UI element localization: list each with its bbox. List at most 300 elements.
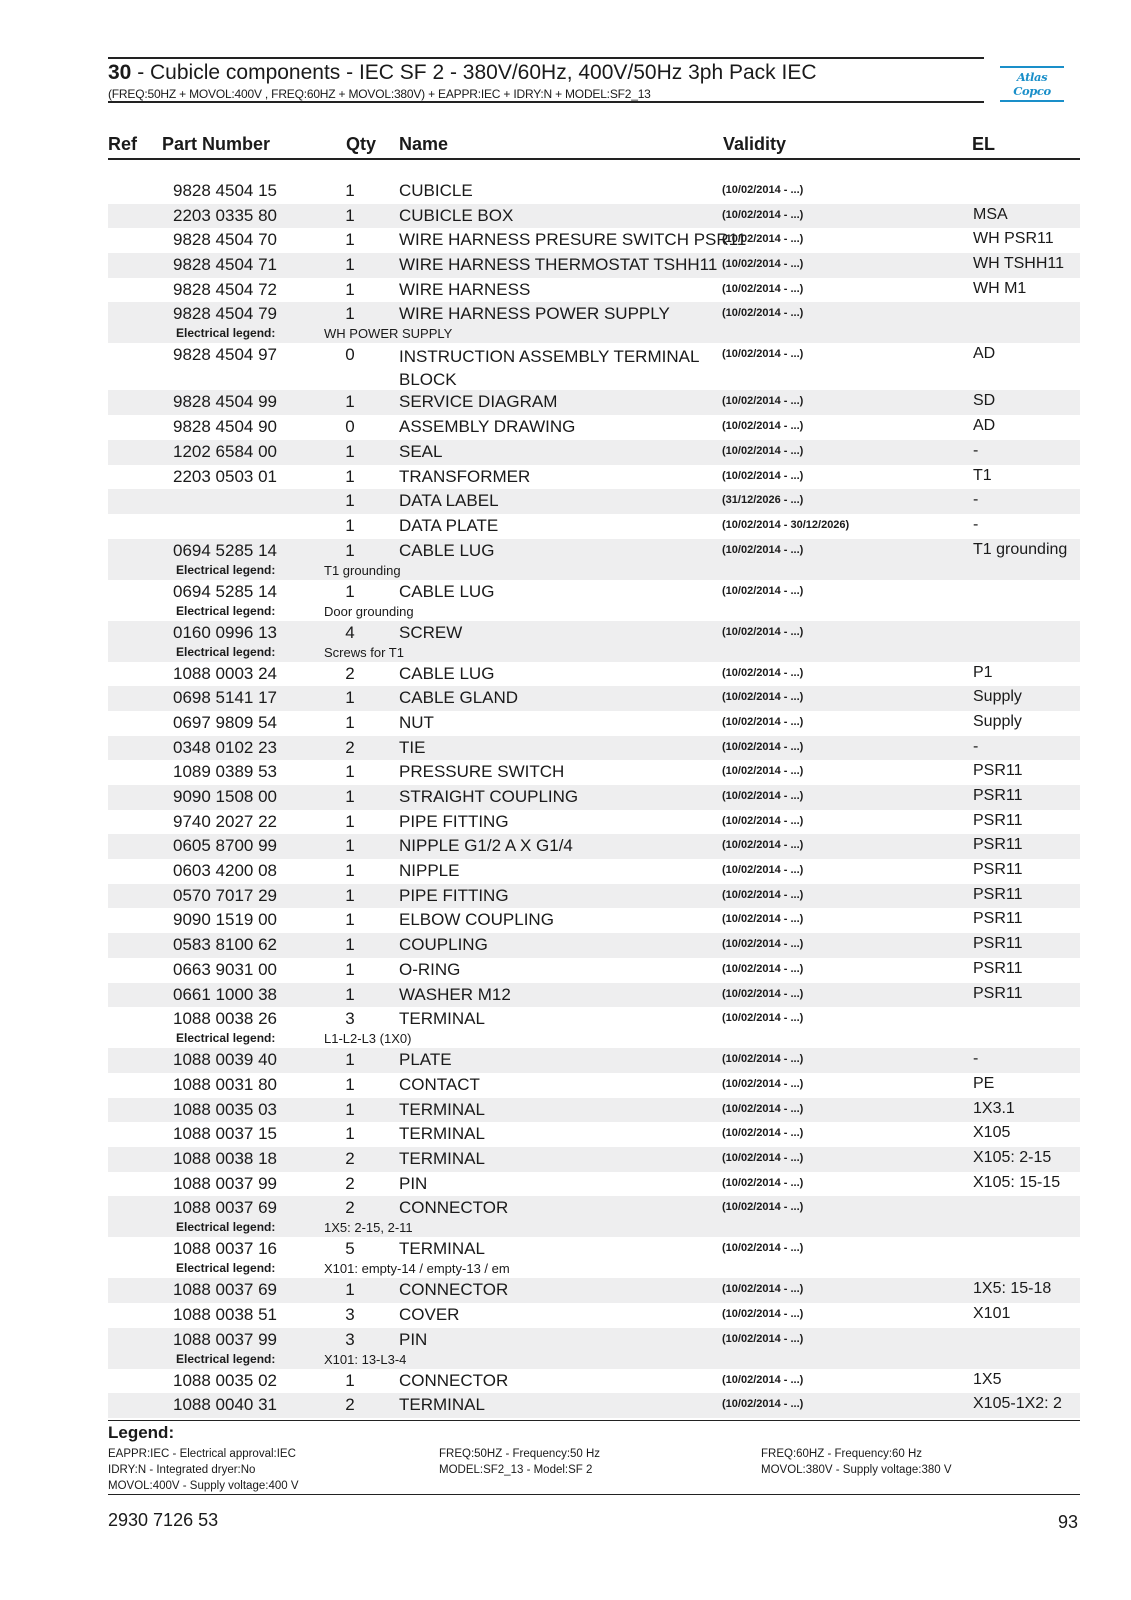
table-row <box>108 884 1080 909</box>
part-number: 0570 7017 29 <box>173 885 277 905</box>
atlas-copco-logo <box>1000 64 1064 104</box>
validity: (10/02/2014 - ...) <box>722 420 804 433</box>
validity: (10/02/2014 - ...) <box>722 864 804 877</box>
electrical-ref: X105-1X2: 2 <box>973 1395 1062 1413</box>
col-qty: Qty <box>346 134 377 154</box>
validity: (10/02/2014 - ...) <box>722 258 804 271</box>
part-number: 0694 5285 14 <box>173 581 277 601</box>
legend-col-2 <box>439 1446 600 1478</box>
part-name: PIPE FITTING <box>399 811 509 831</box>
quantity: 1 <box>345 688 355 708</box>
electrical-ref: AD <box>973 417 996 435</box>
part-name: CONTACT <box>399 1074 480 1094</box>
part-number: 1088 0003 24 <box>173 663 277 683</box>
electrical-ref: - <box>973 515 979 533</box>
part-name: ELBOW COUPLING <box>399 910 554 930</box>
part-name: NUT <box>399 712 434 732</box>
quantity: 1 <box>345 861 355 881</box>
part-number: 1088 0037 99 <box>173 1173 277 1193</box>
part-number: 9740 2027 22 <box>173 811 277 831</box>
table-row <box>108 810 1080 835</box>
table-row <box>108 1369 1080 1394</box>
quantity: 0 <box>345 345 355 365</box>
part-name: NIPPLE <box>399 861 460 881</box>
table-row <box>108 736 1080 761</box>
validity: (10/02/2014 - ...) <box>722 395 804 408</box>
electrical-legend-text: L1-L2-L3 (1X0) <box>324 1031 412 1047</box>
table-row <box>108 1278 1080 1303</box>
electrical-legend-label: Electrical legend: <box>176 1220 276 1235</box>
part-number: 0694 5285 14 <box>173 540 277 560</box>
quantity: 1 <box>345 279 355 299</box>
part-number: 1088 0037 69 <box>173 1280 277 1300</box>
part-number: 9828 4504 15 <box>173 181 277 200</box>
quantity: 2 <box>345 663 355 683</box>
validity: (10/02/2014 - ...) <box>722 1373 804 1386</box>
logo-bar-bottom <box>1000 100 1064 102</box>
electrical-ref: X105 <box>973 1124 1011 1142</box>
table-row <box>108 1303 1080 1328</box>
validity: (10/02/2014 - ...) <box>722 1053 804 1066</box>
part-number: 9828 4504 90 <box>173 417 277 437</box>
part-number: 2203 0503 01 <box>173 466 277 486</box>
table-row <box>108 489 1080 514</box>
validity: (10/02/2014 - ...) <box>722 1308 804 1320</box>
table-row <box>108 908 1080 933</box>
part-name: COVER <box>399 1305 460 1324</box>
table-row <box>108 1007 1080 1048</box>
quantity: 1 <box>345 540 355 560</box>
electrical-legend-label: Electrical legend: <box>176 644 276 659</box>
quantity: 4 <box>345 622 355 642</box>
table-row <box>108 1196 1080 1237</box>
table-row <box>108 621 1080 662</box>
table-row <box>108 1098 1080 1123</box>
legend-entry: MODEL:SF2_13 - Model:SF 2 <box>439 1464 593 1476</box>
table-row <box>108 580 1080 621</box>
part-name: TRANSFORMER <box>399 466 531 486</box>
part-name: STRAIGHT COUPLING <box>399 787 579 806</box>
col-validity: Validity <box>723 134 787 154</box>
electrical-ref: 1X3.1 <box>973 1099 1015 1117</box>
part-name: TERMINAL <box>399 1395 485 1415</box>
electrical-ref: PSR11 <box>973 861 1023 879</box>
electrical-legend-label: Electrical legend: <box>176 326 276 341</box>
page-title <box>108 61 984 85</box>
validity: (10/02/2014 - ...) <box>722 715 804 728</box>
table-row <box>108 1147 1080 1172</box>
quantity: 1 <box>345 1074 355 1094</box>
quantity: 1 <box>345 1124 355 1144</box>
quantity: 1 <box>345 984 355 1004</box>
quantity: 1 <box>345 885 355 905</box>
quantity: 1 <box>345 1050 355 1070</box>
validity: (10/02/2014 - ...) <box>722 765 804 778</box>
part-number: 0605 8700 99 <box>173 836 277 856</box>
validity: (10/02/2014 - ...) <box>722 208 804 221</box>
electrical-ref: 1X5: 15-18 <box>973 1280 1052 1298</box>
electrical-legend-text: Door grounding <box>324 603 414 619</box>
quantity: 1 <box>345 181 355 200</box>
quantity: 1 <box>345 205 355 225</box>
validity: (10/02/2014 - ...) <box>722 233 804 246</box>
quantity: 3 <box>345 1329 355 1349</box>
part-number: 9090 1519 00 <box>173 910 277 930</box>
validity: (10/02/2014 - ...) <box>722 348 804 361</box>
quantity: 1 <box>345 1099 355 1119</box>
part-name: COUPLING <box>399 935 488 955</box>
legend-entry: FREQ:50HZ - Frequency:50 Hz <box>439 1448 601 1460</box>
part-number: 0583 8100 62 <box>173 935 277 955</box>
part-name: CONNECTOR <box>399 1370 509 1390</box>
electrical-ref: PE <box>973 1074 995 1092</box>
electrical-legend-text: T1 grounding <box>324 562 401 578</box>
part-name: SCREW <box>399 622 463 642</box>
quantity: 1 <box>345 762 355 782</box>
quantity: 1 <box>345 515 355 535</box>
part-name: WASHER M12 <box>399 984 511 1004</box>
electrical-ref: - <box>973 441 979 459</box>
part-number: 1088 0039 40 <box>173 1050 277 1070</box>
legend-entry: MOVOL:380V - Supply voltage:380 V <box>761 1464 952 1476</box>
section-number: 30 <box>108 61 132 84</box>
part-number: 1088 0035 02 <box>173 1370 277 1390</box>
table-row <box>108 415 1080 440</box>
electrical-legend-label: Electrical legend: <box>176 1261 276 1276</box>
quantity: 1 <box>345 255 355 275</box>
table-row <box>108 1122 1080 1147</box>
table-row <box>108 933 1080 958</box>
quantity: 1 <box>345 787 355 806</box>
quantity: 3 <box>345 1009 355 1029</box>
part-number: 9090 1508 00 <box>173 787 277 806</box>
part-name: SERVICE DIAGRAM <box>399 392 558 412</box>
part-name: WIRE HARNESS <box>399 279 531 299</box>
part-number: 0160 0996 13 <box>173 622 277 642</box>
electrical-ref: T1 <box>973 466 992 484</box>
legend-entry: EAPPR:IEC - Electrical approval:IEC <box>108 1448 296 1460</box>
table-row <box>108 278 1080 303</box>
quantity: 1 <box>345 910 355 930</box>
part-number: 2203 0335 80 <box>173 205 277 225</box>
validity: (10/02/2014 - ...) <box>722 1151 804 1164</box>
legend-entry: IDRY:N - Integrated dryer:No <box>108 1464 256 1476</box>
part-number: 9828 4504 71 <box>173 255 277 275</box>
validity: (10/02/2014 - ...) <box>722 543 804 556</box>
electrical-legend-text: WH POWER SUPPLY <box>324 326 453 342</box>
table-row <box>108 1172 1080 1197</box>
quantity: 2 <box>345 1173 355 1193</box>
electrical-ref: - <box>973 1050 979 1068</box>
footer-rule <box>108 1494 1080 1495</box>
part-name: CABLE LUG <box>399 540 495 560</box>
table-header <box>108 130 1080 160</box>
table-end-rule <box>108 1420 1080 1421</box>
part-name: ASSEMBLY DRAWING <box>399 417 576 437</box>
table-row <box>108 343 1080 390</box>
validity: (10/02/2014 - ...) <box>722 962 804 975</box>
part-number: 1089 0389 53 <box>173 762 277 782</box>
logo-bar-top <box>1000 66 1064 68</box>
electrical-ref: MSA <box>973 205 1008 223</box>
validity: (10/02/2014 - ...) <box>722 938 804 951</box>
validity: (10/02/2014 - ...) <box>722 1242 804 1255</box>
validity: (10/02/2014 - ...) <box>722 307 804 320</box>
part-name: TERMINAL <box>399 1148 485 1168</box>
electrical-ref: - <box>973 737 979 755</box>
part-number: 9828 4504 97 <box>173 345 277 365</box>
quantity: 1 <box>345 811 355 831</box>
table-row <box>108 1048 1080 1073</box>
table-row <box>108 440 1080 465</box>
quantity: 2 <box>345 1148 355 1168</box>
validity: (10/02/2014 - ...) <box>722 282 804 295</box>
part-number: 0697 9809 54 <box>173 712 277 732</box>
part-number: 1088 0037 16 <box>173 1239 277 1259</box>
legend-entry: FREQ:60HZ - Frequency:60 Hz <box>761 1448 923 1460</box>
part-name: PLATE <box>399 1050 452 1070</box>
col-ref: Ref <box>108 134 138 154</box>
table-row <box>108 1393 1080 1418</box>
table-row <box>108 859 1080 884</box>
part-name: PIN <box>399 1173 428 1193</box>
part-name: PIPE FITTING <box>399 885 509 905</box>
electrical-ref: PSR11 <box>973 959 1023 977</box>
validity: (10/02/2014 - ...) <box>722 790 804 802</box>
validity: (10/02/2014 - ...) <box>722 888 804 901</box>
validity: (10/02/2014 - ...) <box>722 987 804 1000</box>
electrical-legend-label: Electrical legend: <box>176 1351 276 1366</box>
logo-text: Atlas Copco <box>1013 70 1051 98</box>
table-row <box>108 662 1080 687</box>
part-number: 9828 4504 70 <box>173 230 277 250</box>
electrical-ref: PSR11 <box>973 935 1023 953</box>
part-name: SEAL <box>399 441 443 461</box>
part-number: 1088 0040 31 <box>173 1395 277 1415</box>
table-row <box>108 465 1080 490</box>
part-name: CUBICLE <box>399 181 473 200</box>
validity: (10/02/2014 - ...) <box>722 625 804 638</box>
legend-col-1 <box>108 1446 299 1494</box>
quantity: 3 <box>345 1305 355 1324</box>
validity: (10/02/2014 - ...) <box>722 740 804 753</box>
document-number: 2930 7126 53 <box>108 1510 219 1530</box>
electrical-ref: Supply <box>973 688 1022 706</box>
electrical-ref: PSR11 <box>973 984 1023 1002</box>
part-name: TIE <box>399 737 426 757</box>
electrical-ref: 1X5 <box>973 1370 1002 1388</box>
electrical-ref: PSR11 <box>973 885 1023 903</box>
electrical-legend-label: Electrical legend: <box>176 1031 276 1046</box>
electrical-ref: Supply <box>973 712 1022 730</box>
quantity: 1 <box>345 304 355 324</box>
validity: (10/02/2014 - ...) <box>722 1398 804 1411</box>
quantity: 1 <box>345 1280 355 1300</box>
page-number: 93 <box>1058 1512 1079 1532</box>
table-row <box>108 1073 1080 1098</box>
quantity: 1 <box>345 230 355 250</box>
part-name: WIRE HARNESS THERMOSTAT TSHH11 <box>399 255 718 275</box>
quantity: 1 <box>345 836 355 856</box>
validity: (10/02/2014 - ...) <box>722 1176 804 1189</box>
table-row <box>108 760 1080 785</box>
part-number: 0348 0102 23 <box>173 737 277 757</box>
table-row <box>108 302 1080 343</box>
validity: (10/02/2014 - ...) <box>722 444 804 457</box>
table-row <box>108 539 1080 580</box>
quantity: 1 <box>345 491 355 511</box>
electrical-ref: X101 <box>973 1305 1011 1322</box>
part-name: CONNECTOR <box>399 1198 509 1218</box>
table-row <box>108 1237 1080 1278</box>
parts-table <box>108 179 1080 1418</box>
part-name: NIPPLE G1/2 A X G1/4 <box>399 836 573 856</box>
part-name: TERMINAL <box>399 1239 485 1259</box>
part-name: INSTRUCTION ASSEMBLY TERMINAL BLOCK <box>399 347 699 390</box>
part-number: 9828 4504 72 <box>173 279 277 299</box>
electrical-legend-text: Screws for T1 <box>324 644 404 660</box>
part-number: 1202 6584 00 <box>173 441 277 461</box>
table-row <box>108 179 1080 204</box>
quantity: 1 <box>345 959 355 979</box>
part-name: PRESSURE SWITCH <box>399 762 565 782</box>
electrical-ref: PSR11 <box>973 811 1023 829</box>
part-name: O-RING <box>399 959 461 979</box>
quantity: 5 <box>345 1239 355 1259</box>
col-el: EL <box>972 134 996 154</box>
part-name: CABLE LUG <box>399 581 495 601</box>
part-number: 1088 0038 18 <box>173 1148 277 1168</box>
validity: (10/02/2014 - ...) <box>722 691 804 704</box>
col-name: Name <box>399 134 449 154</box>
header-rule <box>108 101 984 103</box>
table-row <box>108 686 1080 711</box>
quantity: 1 <box>345 712 355 732</box>
quantity: 1 <box>345 392 355 412</box>
quantity: 1 <box>345 441 355 461</box>
validity: (10/02/2014 - ...) <box>722 184 804 196</box>
electrical-ref: PSR11 <box>973 910 1023 928</box>
validity: (10/02/2014 - ...) <box>722 584 804 597</box>
part-number: 1088 0038 51 <box>173 1305 277 1324</box>
col-part-number: Part Number <box>162 134 271 154</box>
electrical-ref: X105: 2-15 <box>973 1148 1052 1166</box>
electrical-legend-text: X101: empty-14 / empty-13 / em <box>324 1261 510 1277</box>
validity: (10/02/2014 - ...) <box>722 1332 804 1345</box>
electrical-ref: WH TSHH11 <box>973 255 1064 273</box>
part-number: 1088 0038 26 <box>173 1009 277 1029</box>
legend-entry: MOVOL:400V - Supply voltage:400 V <box>108 1480 299 1492</box>
table-row <box>108 834 1080 859</box>
table-row <box>108 983 1080 1008</box>
part-number: 1088 0031 80 <box>173 1074 277 1094</box>
validity: (10/02/2014 - ...) <box>722 839 804 852</box>
electrical-legend-label: Electrical legend: <box>176 562 276 577</box>
electrical-ref: P1 <box>973 663 993 681</box>
part-name: TERMINAL <box>399 1009 485 1029</box>
part-number: 1088 0037 15 <box>173 1124 277 1144</box>
electrical-legend-text: 1X5: 2-15, 2-11 <box>324 1220 413 1236</box>
part-name: DATA PLATE <box>399 515 499 535</box>
quantity: 1 <box>345 581 355 601</box>
table-row <box>108 958 1080 983</box>
table-row <box>108 1328 1080 1369</box>
validity: (10/02/2014 - ...) <box>722 666 804 679</box>
part-number: 9828 4504 79 <box>173 304 277 324</box>
part-number: 9828 4504 99 <box>173 392 277 412</box>
table-row <box>108 253 1080 278</box>
part-name: WIRE HARNESS PRESURE SWITCH PSR11 <box>399 230 747 250</box>
part-name: CABLE GLAND <box>399 688 519 708</box>
section-title: - Cubicle components - IEC SF 2 - 380V/60Hz, 400V/50Hz 3ph Pack IEC <box>131 61 817 84</box>
part-name: DATA LABEL <box>399 491 499 511</box>
quantity: 1 <box>345 1370 355 1390</box>
part-name: CUBICLE BOX <box>399 205 514 225</box>
electrical-ref: PSR11 <box>973 787 1023 804</box>
validity: (10/02/2014 - ...) <box>722 1283 804 1296</box>
electrical-ref: - <box>973 491 979 509</box>
validity: (10/02/2014 - ...) <box>722 814 804 827</box>
part-name: WIRE HARNESS POWER SUPPLY <box>399 304 670 324</box>
validity: (10/02/2014 - ...) <box>722 1201 804 1214</box>
table-row <box>108 514 1080 539</box>
electrical-ref: PSR11 <box>973 762 1023 780</box>
electrical-ref: SD <box>973 392 996 410</box>
electrical-ref: WH PSR11 <box>973 230 1054 248</box>
table-row <box>108 785 1080 810</box>
part-number: 0603 4200 08 <box>173 861 277 881</box>
validity: (10/02/2014 - ...) <box>722 913 804 926</box>
validity: (10/02/2014 - ...) <box>722 1127 804 1140</box>
part-number: 1088 0037 69 <box>173 1198 277 1218</box>
table-row <box>108 711 1080 736</box>
table-row <box>108 390 1080 415</box>
table-row <box>108 204 1080 229</box>
validity: (10/02/2014 - ...) <box>722 1102 804 1115</box>
electrical-ref: T1 grounding <box>973 540 1068 558</box>
quantity: 1 <box>345 935 355 955</box>
quantity: 2 <box>345 1198 355 1218</box>
validity: (10/02/2014 - ...) <box>722 469 804 482</box>
validity: (10/02/2014 - ...) <box>722 1077 804 1090</box>
page-header <box>108 57 984 101</box>
table-row <box>108 228 1080 253</box>
legend-title: Legend: <box>108 1423 175 1442</box>
quantity: 0 <box>345 417 355 437</box>
part-number: 0663 9031 00 <box>173 959 277 979</box>
part-number: 1088 0037 99 <box>173 1329 277 1349</box>
electrical-ref: PSR11 <box>973 836 1023 854</box>
legend-col-3 <box>761 1446 952 1478</box>
electrical-ref: WH M1 <box>973 279 1027 297</box>
part-name: TERMINAL <box>399 1124 485 1144</box>
quantity: 2 <box>345 737 355 757</box>
part-number: 0661 1000 38 <box>173 984 277 1004</box>
validity: (31/12/2026 - ...) <box>722 494 804 507</box>
quantity: 2 <box>345 1395 355 1415</box>
electrical-ref: X105: 15-15 <box>973 1173 1061 1191</box>
part-name: TERMINAL <box>399 1099 485 1119</box>
page-subtitle: (FREQ:50HZ + MOVOL:400V , FREQ:60HZ + MOVOL:380V) + EAPPR:IEC + IDRY:N + MODEL:SF2_13 <box>108 87 651 101</box>
electrical-ref: AD <box>973 345 996 363</box>
part-number: 1088 0035 03 <box>173 1099 277 1119</box>
validity: (10/02/2014 - ...) <box>722 1012 804 1025</box>
electrical-legend-label: Electrical legend: <box>176 603 276 618</box>
electrical-legend-text: X101: 13-L3-4 <box>324 1351 407 1367</box>
part-number: 0698 5141 17 <box>173 688 277 708</box>
part-name: PIN <box>399 1329 428 1349</box>
quantity: 1 <box>345 466 355 486</box>
